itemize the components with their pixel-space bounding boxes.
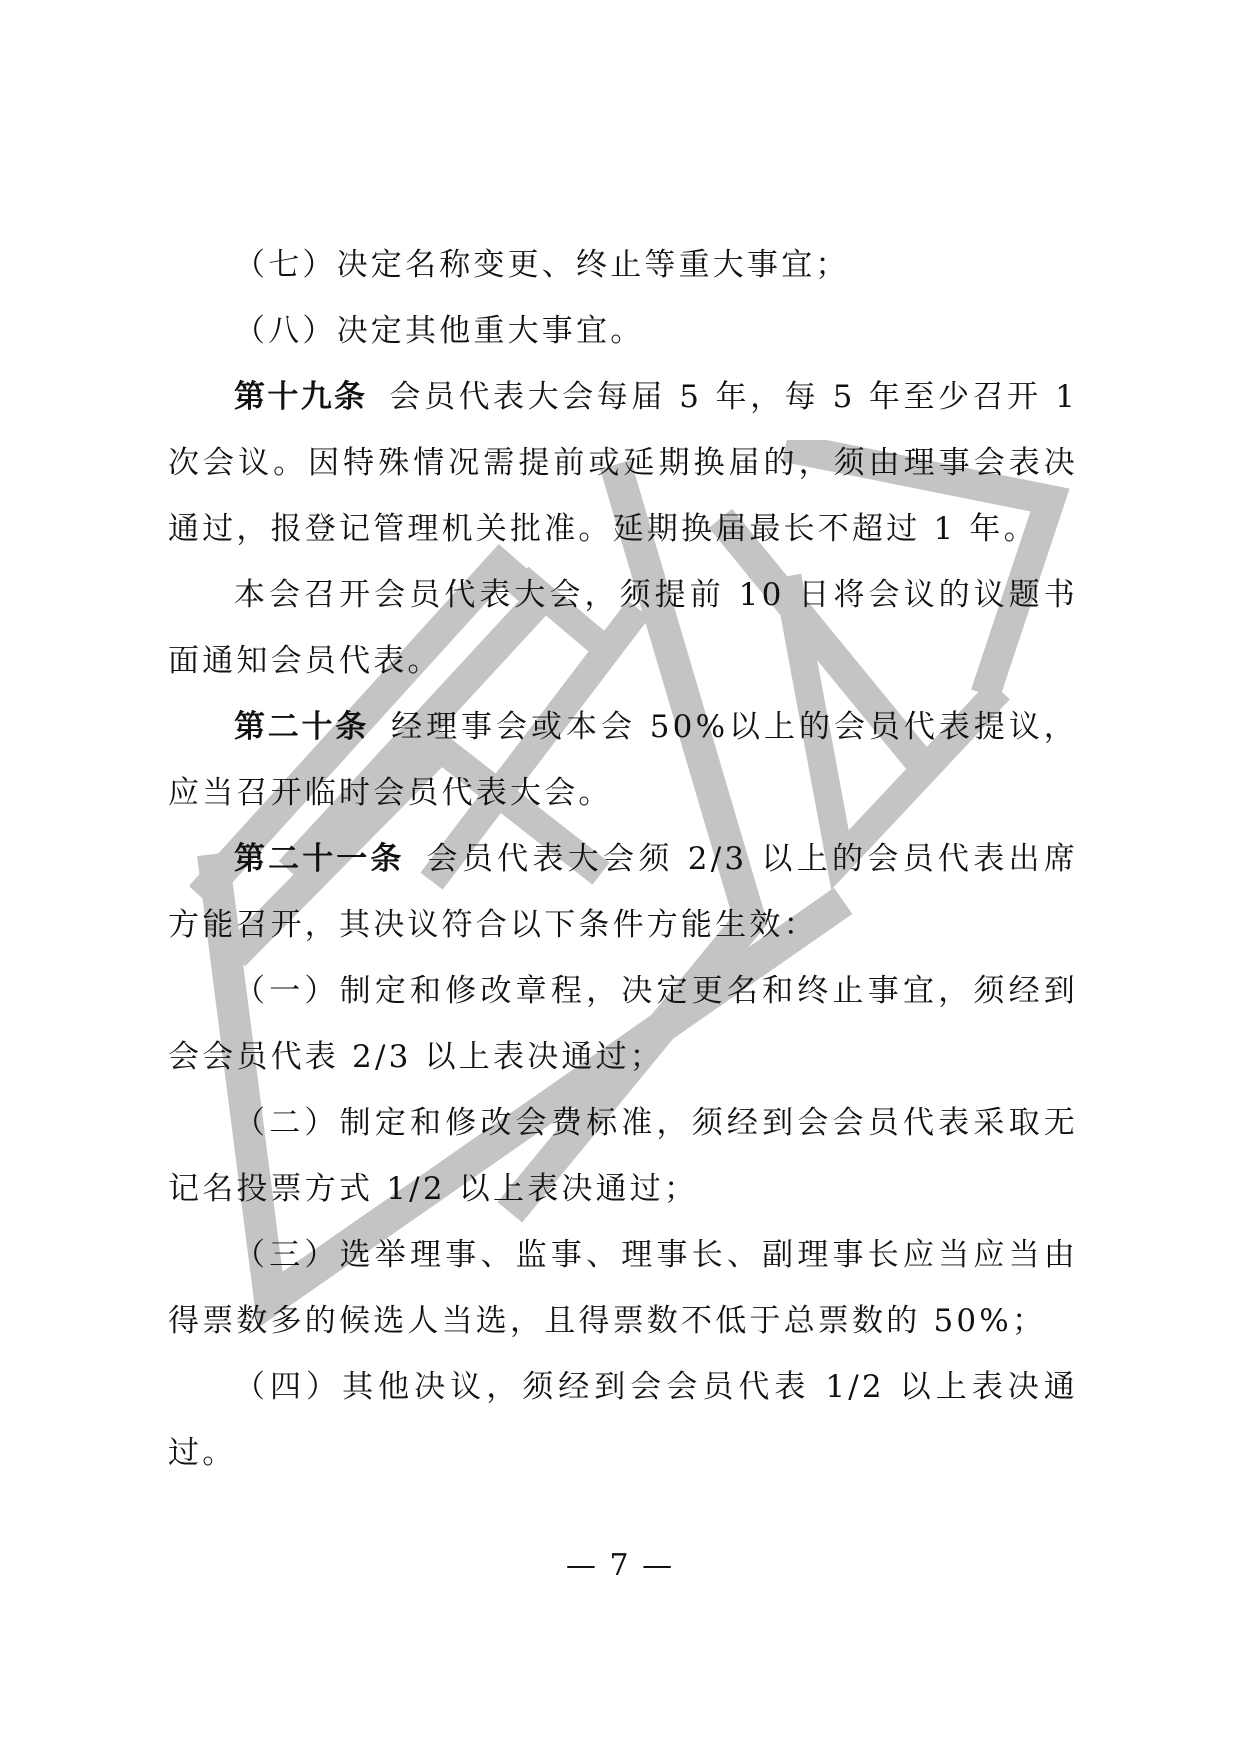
paragraph-text: 会员代表大会每届 5 年，每 5 年至少召开 1 次会议。因特殊情况需提前或延期换届的，须由理事会表决通过，报登记管理机关批准。延期换届最长不超过 1 年。	[168, 379, 1078, 547]
paragraph	[168, 232, 1078, 298]
paragraph	[168, 694, 1078, 826]
article-number: 第二十一条	[234, 841, 405, 877]
article-number: 第二十条	[234, 709, 370, 745]
page-number: — 7 —	[565, 1548, 675, 1583]
article-number: 第十九条	[234, 379, 368, 415]
paragraph	[168, 364, 1078, 562]
paragraph	[168, 1354, 1078, 1486]
paragraph	[168, 562, 1078, 694]
paragraph-text: （八）决定其他重大事宜。	[234, 313, 645, 349]
paragraph-text: （七）决定名称变更、终止等重大事宜；	[234, 247, 850, 283]
paragraph	[168, 298, 1078, 364]
paragraph-text: 本会召开会员代表大会，须提前 10 日将会议的议题书面通知会员代表。	[168, 577, 1078, 679]
paragraph	[168, 826, 1078, 958]
paragraph-text: （三）选举理事、监事、理事长、副理事长应当应当由得票数多的候选人当选，且得票数不低于总票数的 50%；	[168, 1237, 1078, 1339]
paragraph-text: 经理事会或本会 50%以上的会员代表提议，应当召开临时会员代表大会。	[168, 709, 1078, 811]
paragraph-text: （一）制定和修改章程，决定更名和终止事宜，须经到会会员代表 2/3 以上表决通过；	[168, 973, 1078, 1075]
paragraph	[168, 958, 1078, 1090]
paragraph-text: （四）其他决议，须经到会会员代表 1/2 以上表决通过。	[168, 1369, 1078, 1471]
paragraph-text: （二）制定和修改会费标准，须经到会会员代表采取无记名投票方式 1/2 以上表决通过；	[168, 1105, 1078, 1207]
paragraph	[168, 1222, 1078, 1354]
paragraph	[168, 1090, 1078, 1222]
paragraph-text: 会员代表大会须 2/3 以上的会员代表出席方能召开，其决议符合以下条件方能生效：	[168, 841, 1079, 943]
document-body	[168, 232, 1078, 1486]
